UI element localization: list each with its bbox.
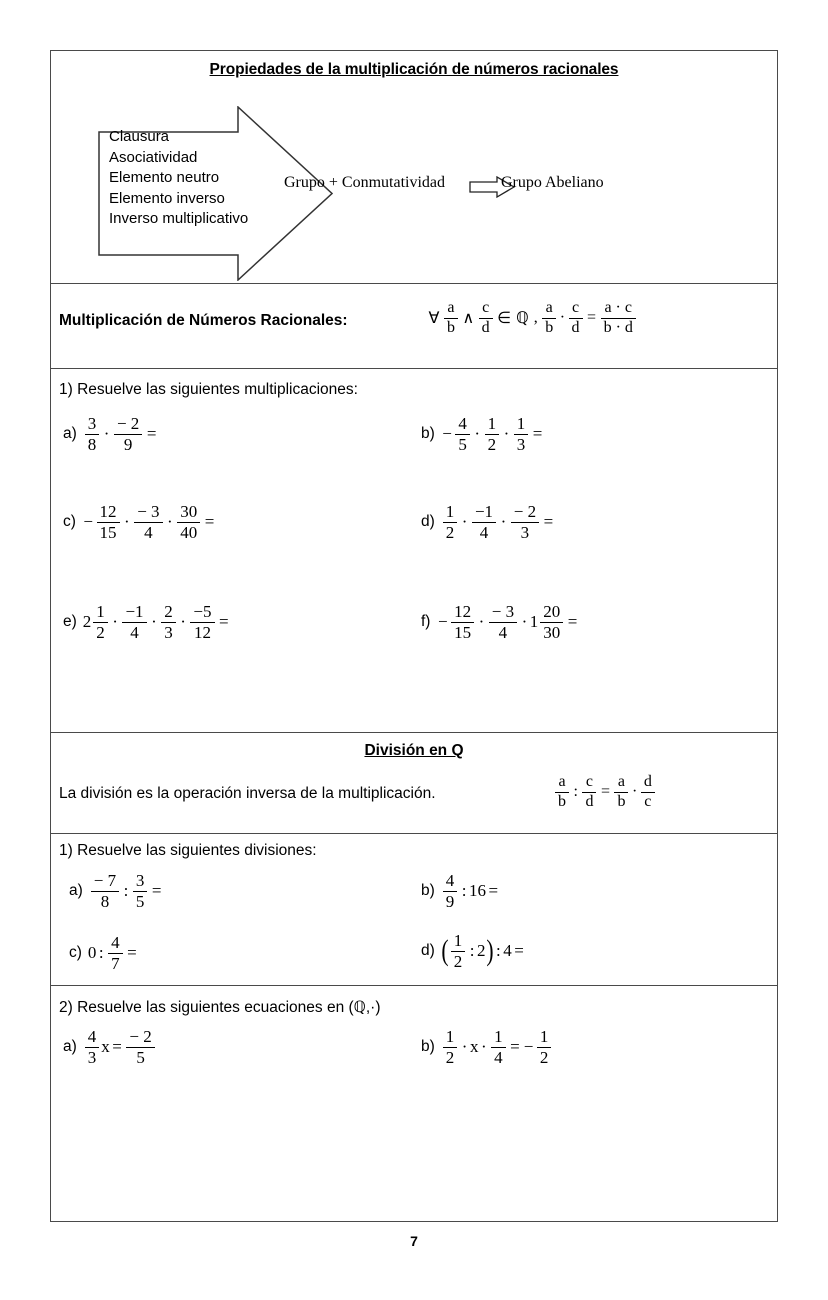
fraction-denominator: 3 bbox=[87, 1047, 97, 1067]
exercise-label: a) bbox=[63, 1038, 77, 1056]
exercise-item bbox=[421, 415, 545, 453]
and-symbol: ∧ bbox=[462, 310, 475, 328]
fraction-numerator: 3 bbox=[87, 414, 97, 433]
property-item: Asociatividad bbox=[109, 148, 198, 166]
fraction-denominator: 4 bbox=[144, 522, 153, 542]
fraction bbox=[485, 415, 500, 453]
fraction-denominator: 40 bbox=[180, 522, 198, 542]
fraction bbox=[97, 503, 120, 541]
division-exercises-statement: 1) Resuelve las siguientes divisiones: bbox=[59, 842, 317, 859]
fraction-denominator: 5 bbox=[136, 1047, 145, 1067]
exercise-label: c) bbox=[63, 513, 76, 531]
multiplication-definition-label: Multiplicación de Números Racionales: bbox=[59, 312, 348, 329]
fraction: $\frac{c}{d}$ bbox=[479, 300, 493, 336]
multiplication-definition-row bbox=[51, 283, 777, 368]
fraction-denominator: 8 bbox=[100, 891, 110, 911]
rationals-set-symbol: ℚ bbox=[516, 310, 529, 328]
multiplication-exercises-statement: 1) Resuelve las siguientes multiplicaciones: bbox=[59, 381, 358, 398]
exercise-label: b) bbox=[421, 425, 435, 443]
math-operator: · bbox=[167, 512, 173, 532]
math-operator: = bbox=[151, 881, 162, 901]
fraction-numerator: 12 bbox=[454, 602, 472, 621]
fraction: $\frac{a}{b}$ bbox=[444, 300, 458, 336]
page-title: Propiedades de la multiplicación de números racionales bbox=[209, 61, 619, 78]
fraction-denominator: 9 bbox=[123, 434, 133, 454]
fraction-numerator: − 2 bbox=[129, 1027, 152, 1046]
math-operator: : bbox=[496, 941, 501, 961]
division-description: La división es la operación inversa de la multiplicación. bbox=[59, 785, 436, 802]
fraction bbox=[91, 872, 119, 910]
exercise-item bbox=[69, 872, 164, 910]
math-operator: = bbox=[204, 512, 215, 532]
exercise-expression bbox=[88, 934, 139, 972]
math-number: x bbox=[469, 1037, 479, 1057]
fraction-numerator: 4 bbox=[458, 414, 467, 433]
math-number: 4 bbox=[503, 941, 512, 961]
exercise-item bbox=[63, 503, 217, 541]
fraction bbox=[122, 603, 146, 641]
fraction-numerator: − 3 bbox=[137, 502, 160, 521]
math-operator: · bbox=[124, 512, 130, 532]
exercise-expression bbox=[441, 1028, 554, 1066]
fraction bbox=[85, 415, 100, 453]
division-section-title: División en Q bbox=[364, 742, 464, 759]
colon-operator: : bbox=[573, 783, 578, 801]
properties-list bbox=[109, 127, 248, 230]
fraction-numerator: 1 bbox=[96, 602, 105, 621]
fraction-denominator: 7 bbox=[111, 953, 120, 973]
fraction-denominator: 5 bbox=[458, 434, 467, 454]
fraction bbox=[540, 603, 563, 641]
equation-exercises-row bbox=[51, 985, 777, 1221]
exercise-item bbox=[69, 934, 139, 972]
exercise-expression bbox=[441, 415, 545, 453]
exercise-expression bbox=[441, 872, 501, 910]
math-operator: · bbox=[103, 424, 110, 444]
fraction-denominator: 3 bbox=[520, 522, 530, 542]
fraction bbox=[114, 415, 142, 453]
fraction bbox=[108, 934, 123, 972]
fraction bbox=[491, 1028, 506, 1066]
exercise-label: f) bbox=[421, 613, 431, 631]
math-operator: = bbox=[510, 1037, 520, 1057]
fraction-denominator: 15 bbox=[454, 622, 472, 642]
exercise-item bbox=[421, 603, 580, 641]
fraction-numerator: 4 bbox=[87, 1027, 97, 1046]
fraction bbox=[190, 603, 214, 641]
exercise-expression bbox=[441, 932, 527, 970]
fraction: $\frac{a \cdot c}{b \cdot d}$ bbox=[601, 300, 636, 336]
equation-exercises-statement: 2) Resuelve las siguientes ecuaciones en (ℚ,·) bbox=[59, 999, 381, 1016]
math-operator: : bbox=[469, 941, 475, 961]
fraction-numerator: − 2 bbox=[513, 502, 537, 521]
fraction-denominator: 30 bbox=[543, 622, 561, 642]
exercise-label: b) bbox=[421, 882, 435, 900]
exercise-expression bbox=[83, 603, 231, 641]
fraction bbox=[93, 603, 108, 641]
fraction-numerator: − 3 bbox=[491, 602, 515, 621]
math-operator: = bbox=[488, 881, 499, 901]
exercise-label: a) bbox=[69, 882, 83, 900]
exercise-label: d) bbox=[421, 513, 435, 531]
exercise-item bbox=[421, 1028, 553, 1066]
division-section-row bbox=[51, 732, 777, 833]
fraction-numerator: −5 bbox=[193, 602, 212, 621]
diagram-row bbox=[51, 51, 777, 283]
math-operator: · bbox=[500, 512, 507, 532]
exercise-label: b) bbox=[421, 1038, 435, 1056]
fraction-numerator: − 2 bbox=[116, 414, 140, 433]
fraction bbox=[443, 872, 458, 910]
math-operator: = bbox=[146, 424, 157, 444]
fraction bbox=[472, 503, 496, 541]
math-operator: · bbox=[461, 1037, 468, 1057]
math-number: 2 bbox=[82, 612, 92, 632]
math-sign: − bbox=[83, 512, 94, 532]
fraction bbox=[511, 503, 539, 541]
math-number: 16 bbox=[469, 881, 487, 901]
fraction bbox=[489, 603, 517, 641]
fraction-numerator: 1 bbox=[453, 931, 463, 950]
math-sign: − bbox=[523, 1037, 534, 1057]
forall-symbol: ∀ bbox=[428, 310, 440, 328]
fraction-denominator: 2 bbox=[445, 522, 455, 542]
exercise-item bbox=[421, 872, 501, 910]
fraction: $\frac{a}{b}$ bbox=[542, 300, 556, 336]
fraction bbox=[134, 503, 162, 541]
math-operator: · bbox=[521, 612, 528, 632]
property-item: Elemento neutro bbox=[109, 169, 220, 186]
fraction bbox=[177, 503, 200, 541]
abelian-group-label: Grupo Abeliano bbox=[501, 174, 604, 191]
fraction-numerator: 30 bbox=[180, 502, 198, 521]
fraction bbox=[133, 872, 148, 910]
fraction bbox=[514, 415, 529, 453]
fraction bbox=[126, 1028, 154, 1066]
fraction-denominator: 4 bbox=[494, 1047, 503, 1067]
worksheet-table bbox=[50, 50, 778, 1222]
math-operator: · bbox=[503, 424, 510, 444]
exercise-label: a) bbox=[63, 425, 77, 443]
math-number: x bbox=[101, 1037, 110, 1057]
math-sign: − bbox=[437, 612, 448, 632]
exercise-expression bbox=[441, 503, 556, 541]
fraction-numerator: − 7 bbox=[93, 871, 117, 890]
fraction bbox=[455, 415, 470, 453]
fraction-denominator: 2 bbox=[453, 951, 463, 971]
fraction-numerator: 4 bbox=[111, 933, 120, 952]
fraction-numerator: 3 bbox=[135, 871, 145, 890]
exercise-label: d) bbox=[421, 942, 435, 960]
math-number: 1 bbox=[529, 612, 539, 632]
math-paren: ) bbox=[485, 934, 494, 968]
comma: , bbox=[533, 309, 538, 327]
exercise-expression bbox=[83, 415, 159, 453]
property-item: Inverso multiplicativo bbox=[109, 210, 249, 227]
fraction-denominator: 15 bbox=[99, 522, 117, 542]
fraction: $\frac{c}{d}$ bbox=[569, 300, 583, 336]
fraction-numerator: 1 bbox=[445, 502, 455, 521]
fraction-numerator: 1 bbox=[445, 1027, 455, 1046]
exercise-expression bbox=[82, 503, 217, 541]
math-operator: · bbox=[112, 612, 118, 632]
math-paren: ( bbox=[441, 934, 449, 968]
exercise-expression bbox=[83, 1028, 157, 1066]
page-number: 7 bbox=[410, 1233, 418, 1249]
fraction: $\frac{a}{b}$ bbox=[614, 774, 628, 810]
fraction: $\frac{c}{d}$ bbox=[582, 774, 596, 810]
fraction-numerator: 4 bbox=[445, 871, 455, 890]
fraction-denominator: 3 bbox=[164, 622, 173, 642]
fraction-denominator: 12 bbox=[193, 622, 211, 642]
fraction-numerator: 1 bbox=[539, 1027, 549, 1046]
exercise-expression bbox=[89, 872, 164, 910]
fraction-denominator: 2 bbox=[96, 622, 105, 642]
group-commutativity-label: Grupo + Conmutatividad bbox=[284, 174, 446, 191]
exercise-item bbox=[63, 603, 231, 641]
property-item: Clausura bbox=[109, 128, 170, 145]
dot-operator: · bbox=[559, 309, 566, 327]
belongs-symbol: ∈ bbox=[497, 310, 512, 328]
fraction bbox=[85, 1028, 100, 1066]
fraction bbox=[451, 603, 474, 641]
exercise-label: e) bbox=[63, 613, 77, 631]
math-number: 0 bbox=[87, 943, 97, 963]
math-number: 2 bbox=[477, 941, 486, 961]
fraction: $\frac{a}{b}$ bbox=[555, 774, 569, 810]
fraction bbox=[451, 932, 466, 970]
exercise-item bbox=[421, 503, 556, 541]
exercise-item bbox=[421, 932, 526, 970]
math-sign: − bbox=[442, 424, 452, 444]
math-operator: = bbox=[127, 943, 137, 963]
math-operator: · bbox=[478, 612, 485, 632]
fraction bbox=[443, 1028, 458, 1066]
exercise-label: c) bbox=[69, 944, 82, 962]
fraction-numerator: 1 bbox=[494, 1027, 503, 1046]
math-operator: : bbox=[98, 943, 104, 963]
fraction-denominator: 4 bbox=[130, 622, 139, 642]
math-operator: = bbox=[514, 941, 524, 961]
multiplication-exercises-row bbox=[51, 368, 777, 732]
exercise-item bbox=[63, 415, 159, 453]
math-operator: = bbox=[567, 612, 578, 632]
fraction-numerator: 12 bbox=[99, 502, 117, 521]
math-operator: · bbox=[474, 424, 481, 444]
math-operator: · bbox=[480, 1037, 487, 1057]
exercise-expression bbox=[436, 603, 579, 641]
math-operator: = bbox=[543, 512, 554, 532]
fraction-denominator: 4 bbox=[479, 522, 489, 542]
fraction-numerator: −1 bbox=[474, 502, 494, 521]
fraction-numerator: −1 bbox=[125, 602, 144, 621]
math-operator: · bbox=[461, 512, 468, 532]
fraction-denominator: 9 bbox=[445, 891, 455, 911]
division-exercises-row bbox=[51, 833, 777, 985]
math-operator: · bbox=[151, 612, 157, 632]
equals-symbol: = bbox=[600, 783, 610, 801]
fraction: $\frac{d}{c}$ bbox=[641, 774, 655, 810]
math-operator: : bbox=[123, 881, 129, 901]
property-item: Elemento inverso bbox=[109, 189, 225, 207]
fraction bbox=[443, 503, 458, 541]
fraction bbox=[161, 603, 176, 641]
math-operator: = bbox=[532, 424, 543, 444]
math-operator: = bbox=[219, 612, 229, 632]
exercise-item bbox=[63, 1028, 157, 1066]
fraction-numerator: 20 bbox=[543, 602, 561, 621]
fraction-denominator: 3 bbox=[516, 434, 526, 454]
multiplication-formula bbox=[426, 300, 638, 336]
fraction-denominator: 8 bbox=[87, 434, 97, 454]
math-operator: : bbox=[461, 881, 467, 901]
fraction bbox=[537, 1028, 552, 1066]
fraction-denominator: 2 bbox=[445, 1047, 455, 1067]
math-operator: · bbox=[180, 612, 186, 632]
equals-symbol: = bbox=[587, 309, 597, 327]
fraction-numerator: 1 bbox=[516, 414, 526, 433]
dot-operator: · bbox=[631, 783, 638, 801]
math-operator: = bbox=[112, 1037, 122, 1057]
fraction-denominator: 5 bbox=[135, 891, 145, 911]
fraction-denominator: 4 bbox=[498, 622, 508, 642]
fraction-denominator: 2 bbox=[487, 434, 497, 454]
fraction-denominator: 2 bbox=[539, 1047, 549, 1067]
fraction-numerator: 2 bbox=[164, 602, 173, 621]
division-formula bbox=[553, 773, 657, 810]
fraction-numerator: 1 bbox=[487, 414, 497, 433]
